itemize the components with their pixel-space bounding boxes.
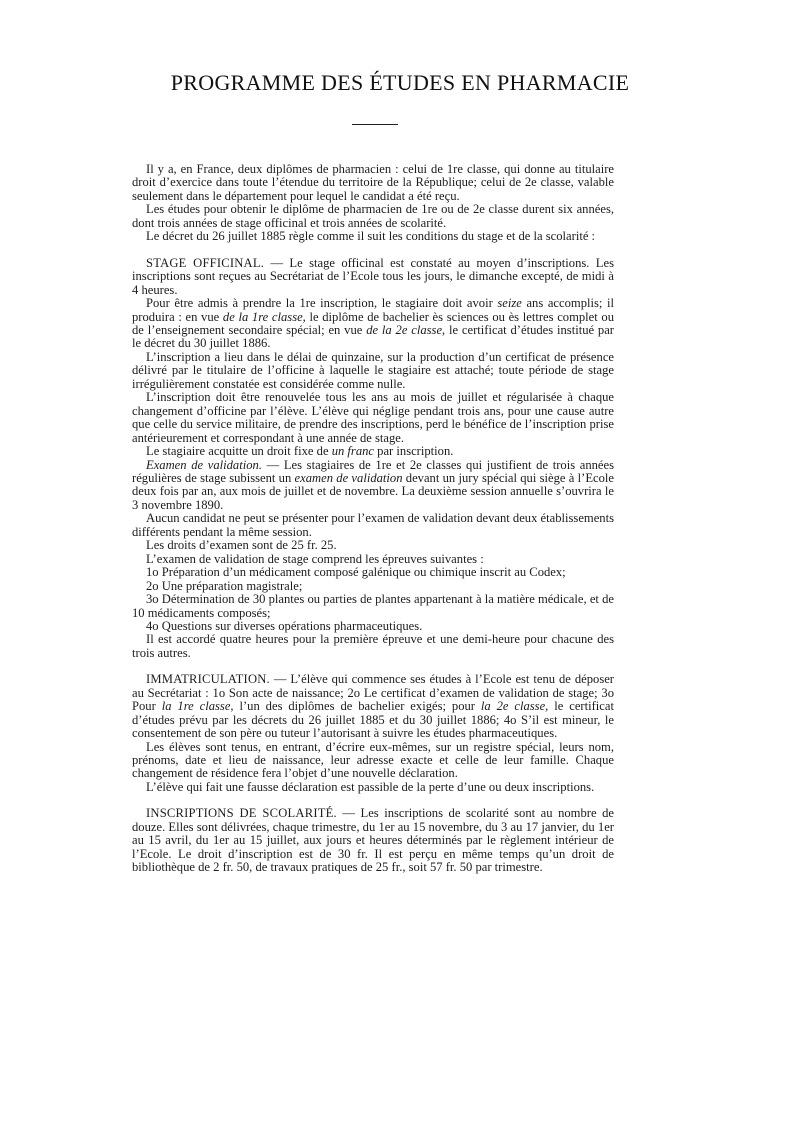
immat-section-heading: IMMATRICULATION. (146, 672, 270, 687)
immat-p1-text-b: , l’un des diplômes de bachelier exigés; pour (230, 699, 481, 714)
stage-lead-text: — Le stage officinal est constaté au moyen d’inscriptions. Les inscriptions sont reçues au Secrétariat de l’Ecole tous les jours, le dimanche excepté, de midi à 4 heures. (132, 255, 614, 297)
stage-p4-text-b: par inscription. (374, 444, 454, 459)
stage-p1-text-a: Pour être admis à prendre la 1re inscription, le stagiaire doit avoir (146, 296, 498, 311)
exam-item-1: 1o Préparation d’un médicament composé galénique ou chimique inscrit au Codex; (146, 565, 566, 580)
immat-paragraph-3: L’élève qui fait une fausse déclaration est passible de la perte d’une ou deux inscriptions. (146, 779, 595, 794)
stage-paragraph-8: L’examen de validation de stage comprend les épreuves suivantes : (146, 551, 484, 566)
document-body (132, 163, 614, 875)
stage-section-heading: STAGE OFFICINAL. (146, 255, 265, 270)
stage-paragraph-7: Les droits d’examen sont de 25 fr. 25. (146, 538, 337, 553)
scol-section-heading: INSCRIPTIONS DE SCOLARITÉ. (146, 806, 337, 821)
stage-p1-text-c: le diplôme de bachelier ès sciences ou ès lettres complet ou de l’enseignement secondaire spécial; en vue (132, 309, 615, 337)
stage-paragraph-2: L’inscription a lieu dans le délai de quinzaine, sur la production d’un certificat de présence délivré par le titulaire de l’officine à laquelle le stagiaire est attaché; toute période de stage irrégulièrement constatée est considérée comme nulle. (132, 349, 614, 391)
title-rule (352, 124, 398, 125)
stage-paragraph-3: L’inscription doit être renouvelée tous les ans au mois de juillet et régularisée à chaque changement d’officine par l’élève. L’élève qui néglige pendant trois ans, pour une cause autre que celle du service militaire, de prendre des inscriptions, perd le bénéfice de l’inscription prise antérieurement et correspondant à une année de stage. (132, 390, 614, 445)
intro-paragraph-3: Le décret du 26 juillet 1885 règle comme il suit les conditions du stage et de la scolarité : (146, 229, 596, 244)
stage-paragraph-9: Il est accordé quatre heures pour la première épreuve et une demi-heure pour chacune des trois autres. (132, 632, 614, 660)
stage-p4-franc: un franc (331, 444, 375, 459)
stage-section-paragraph (132, 257, 614, 297)
stage-p1-class2: de la 2e classe (366, 322, 443, 337)
immat-p1-class1: la 1re classe (161, 699, 231, 714)
stage-p1-text-b: ans accomplis; il produira : en vue (132, 296, 614, 324)
exam-item-4: 4o Questions sur diverses opérations pharmaceutiques. (146, 618, 423, 633)
stage-p1-seize: seize (497, 296, 522, 311)
stage-paragraph-6: Aucun candidat ne peut se présenter pour l’examen de validation devant deux établissements différents pendant la même session. (132, 511, 614, 539)
immat-paragraph-1 (132, 673, 614, 740)
page-title: PROGRAMME DES ÉTUDES EN PHARMACIE (170, 70, 630, 95)
exam-item-2: 2o Une préparation magistrale; (146, 578, 303, 593)
exam-item-3: 3o Détermination de 30 plantes ou parties de plantes appartenant à la matière médicale, et de 10 médicaments composés; (132, 592, 614, 620)
stage-p1-text-d: , le certificat d’études institué par le décret du 30 juillet 1886. (132, 322, 614, 351)
stage-p5-text-a: — Les stagiaires de 1re et 2e classes qui justifient de trois années régulières de stage subissent un (132, 457, 614, 485)
immat-paragraph-2: Les élèves sont tenus, en entrant, d’écrire eux-mêmes, sur un registre spécial, leurs nom, prénoms, date et lieu de naissance, leur adresse exacte et celle de leur famille. Chaque changement de résidence fera l’objet d’une nouvelle déclaration. (132, 739, 614, 781)
stage-paragraph-4 (132, 445, 614, 458)
intro-paragraph-1: Il y a, en France, deux diplômes de pharmacien : celui de 1re classe, qui donne au titulaire droit d’exercice dans toute l’étendue du territoire de la République; celui de 2e classe, valable seulement dans le département pour lequel le candidat a été reçu. (132, 162, 614, 203)
stage-p5-text-b: devant un jury spécial qui siège à l’Ecole deux fois par an, aux mois de juillet et de novembre. La deuxième session annuelle s’ouvrira le 3 novembre 1890. (132, 470, 614, 512)
stage-p1-class1: de la 1re classe, (222, 309, 306, 324)
immat-p1-class2: la 2e classe, (480, 699, 549, 714)
stage-paragraph-1 (132, 297, 614, 351)
immat-p1-text-a: — L’élève qui commence ses études à l’Ecole est tenu de déposer au Secrétariat : 1o Son acte de naissance; 2o Le certificat d’examen de validation de stage; 3o Pour (132, 672, 614, 714)
immat-p1-text-c: le certificat d’études prévu par les décrets du 26 juillet 1885 et du 30 juillet 1886; 4o S’il est mineur, le consentement de son père ou tuteur l’autorisant à suivre les études pharmaceutiques. (132, 699, 614, 741)
scol-p1-text: — Les inscriptions de scolarité sont au nombre de douze. Elles sont délivrées, chaque trimestre, du 1er au 15 novembre, du 3 au 17 janvier, du 1er au 15 avril, du 1er au 15 juillet, aux jours et heures déterminés par le règlement intérieur de l’Ecole. Le droit d’inscription est de 30 fr. Il est perçu en même temps qu’un droit de bibliothèque de 2 fr. 50, de travaux pratiques de 25 fr., soit 57 fr. 50 par trimestre. (132, 806, 614, 875)
stage-p5-exam: examen de validation (294, 470, 403, 485)
validation-exam-heading: Examen de validation. (146, 457, 262, 472)
scol-paragraph-1 (132, 807, 614, 874)
stage-p4-text-a: Le stagiaire acquitte un droit fixe de (146, 444, 332, 459)
intro-paragraph-2: Les études pour obtenir le diplôme de pharmacien de 1re ou de 2e classe durent six années, dont trois années de stage officinal et trois années de scolarité. (132, 202, 614, 230)
stage-paragraph-5 (132, 459, 614, 513)
